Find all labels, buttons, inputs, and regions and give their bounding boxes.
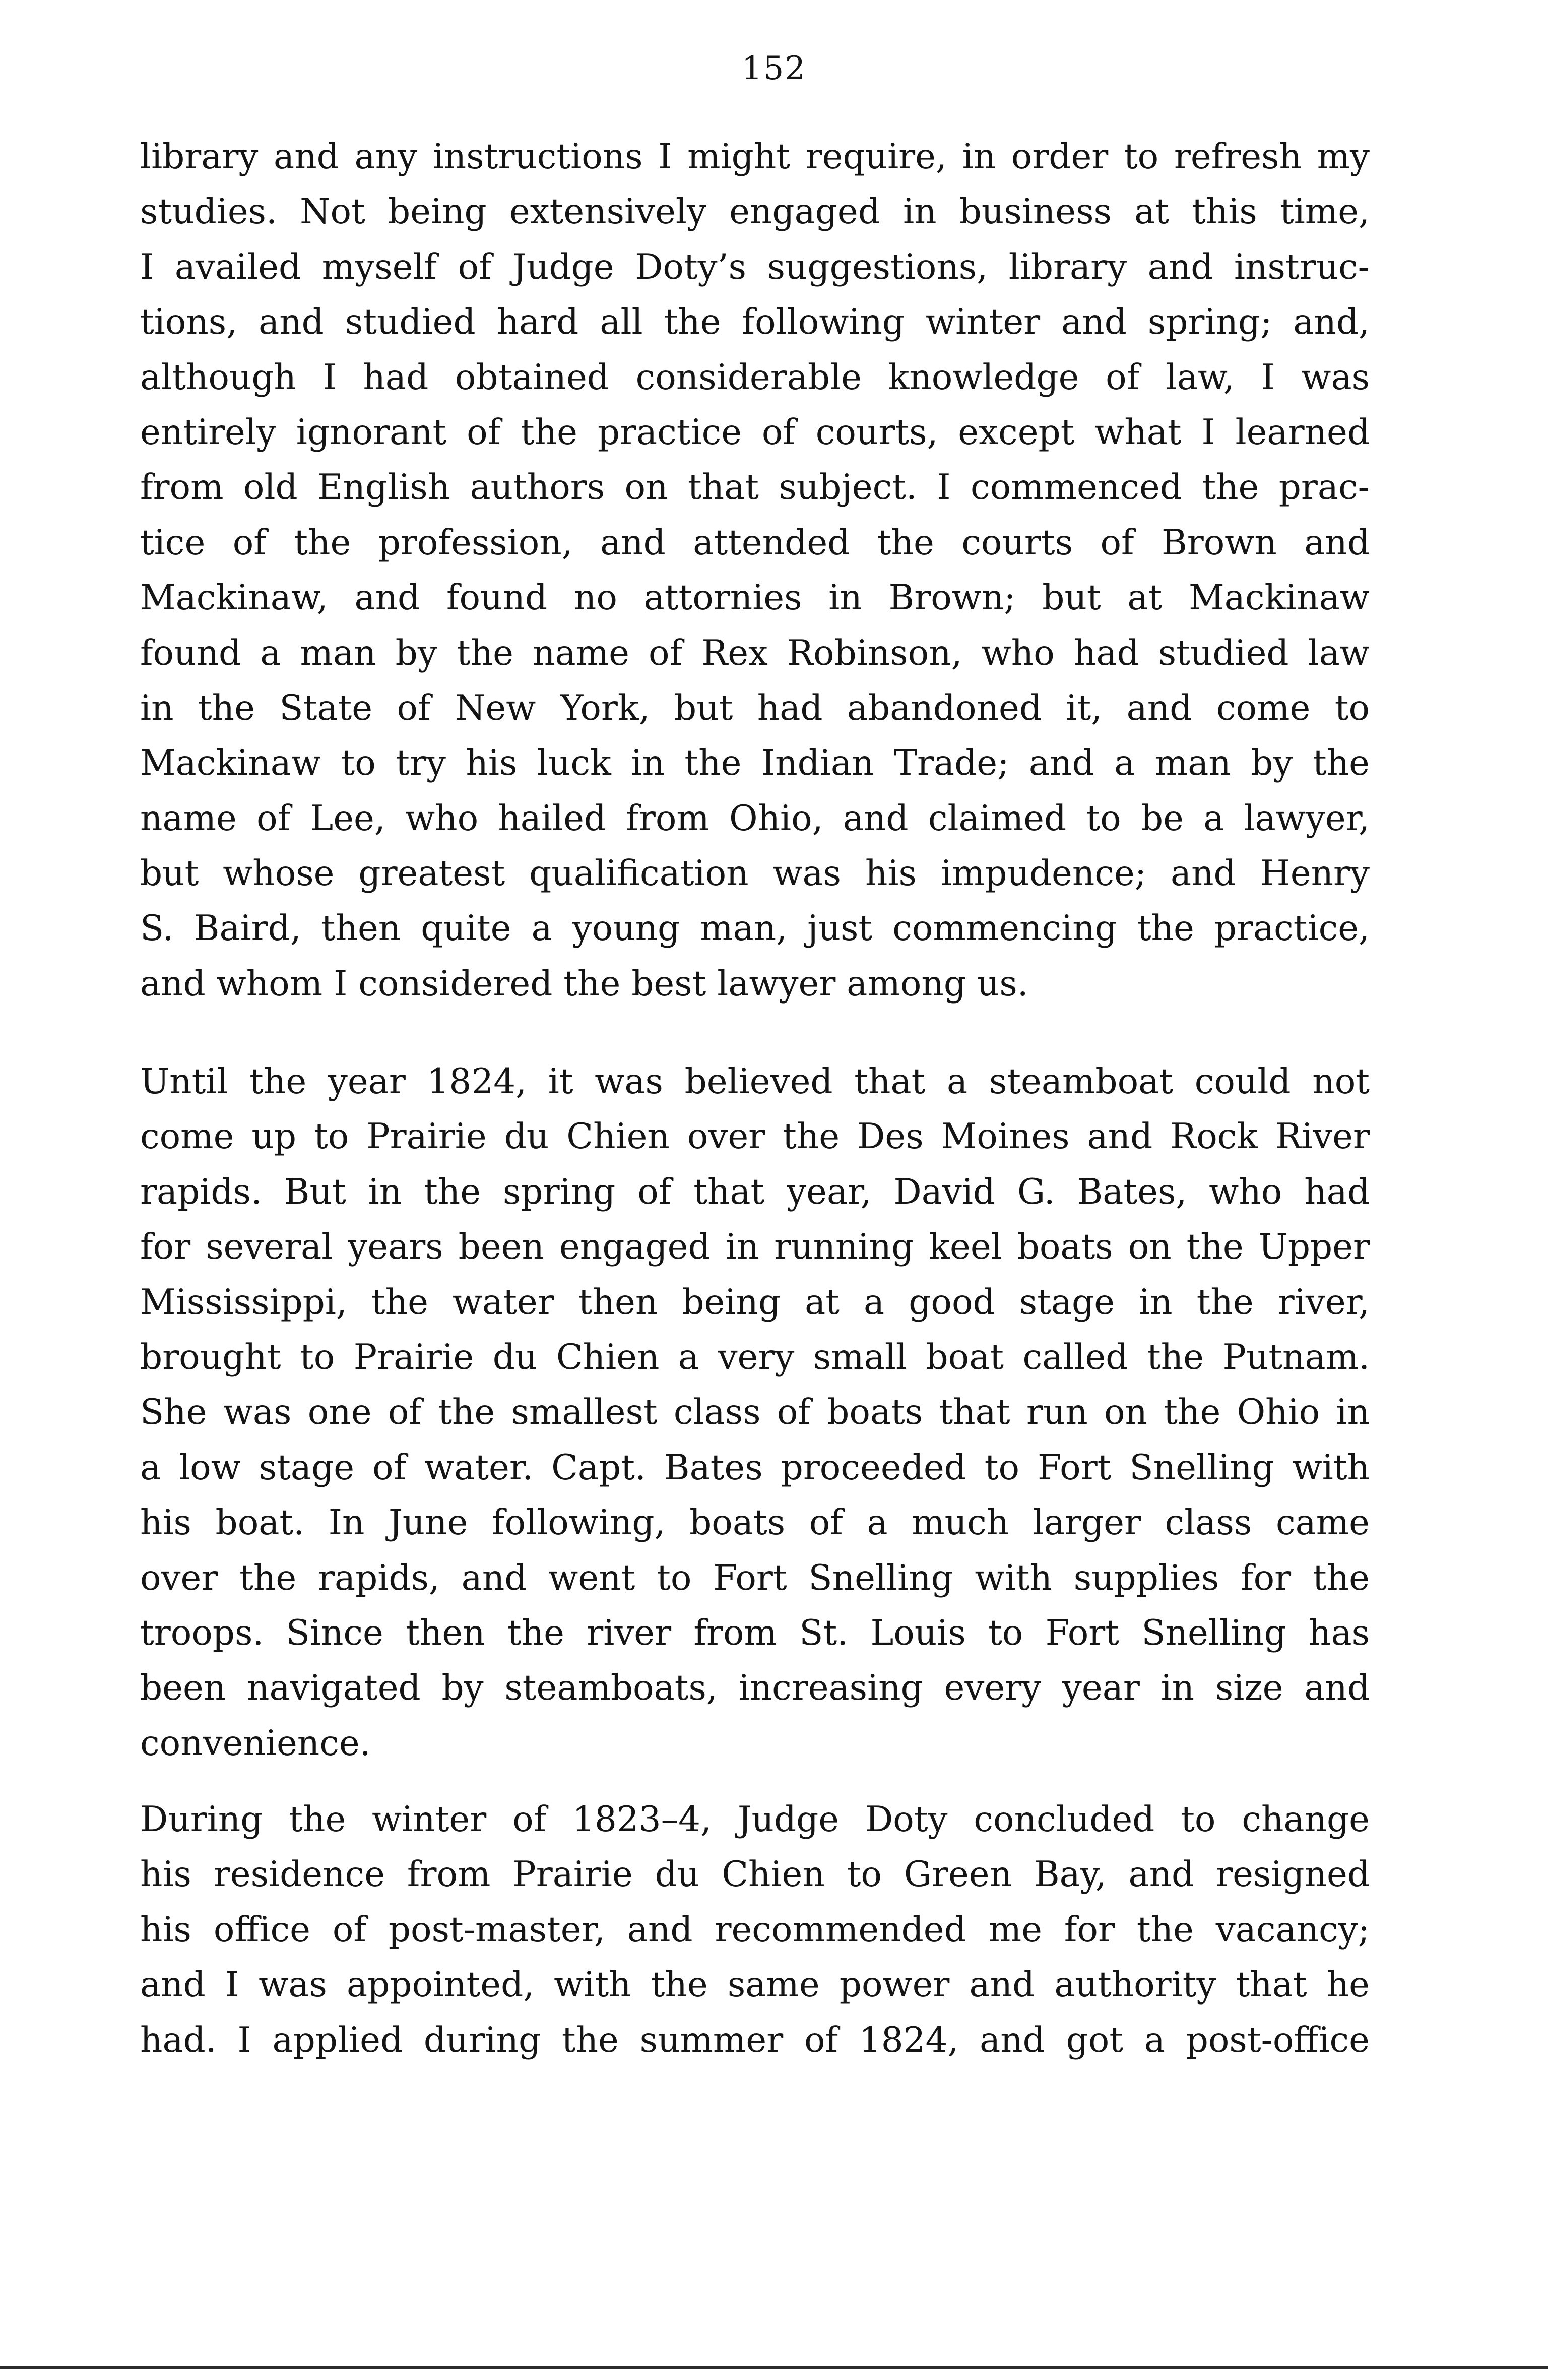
text-line: During the winter of 1823–4, Judge Doty concluded to change [140, 1799, 1370, 1840]
text-line: convenience. [140, 1723, 371, 1764]
text-line: She was one of the smallest class of boats that run on the Ohio in [140, 1392, 1370, 1433]
text-line: tice of the profession, and attended the courts of Brown and [140, 522, 1370, 563]
text-line: Until the year 1824, it was believed that a steamboat could not [140, 1061, 1370, 1102]
text-line: although I had obtained considerable knowledge of law, I was [140, 357, 1370, 398]
text-line: I availed myself of Judge Doty’s suggestions, library and instruc- [140, 246, 1370, 287]
text-line: been navigated by steamboats, increasing every year in size and [140, 1668, 1370, 1709]
page-number: 152 [741, 50, 807, 87]
text-line: his boat. In June following, boats of a much larger class came [140, 1502, 1370, 1543]
paragraph-2 [140, 1054, 1370, 1771]
text-line: over the rapids, and went to Fort Snelling with supplies for the [140, 1557, 1370, 1598]
text-line: Mackinaw, and found no attornies in Brown; but at Mackinaw [140, 578, 1370, 618]
text-line: name of Lee, who hailed from Ohio, and claimed to be a lawyer, [140, 798, 1370, 839]
text-line: from old English authors on that subject. I commenced the prac- [140, 467, 1370, 508]
text-line: and I was appointed, with the same power and authority that he [140, 1965, 1370, 2006]
text-line: studies. Not being extensively engaged in business at this time, [140, 192, 1370, 232]
text-line: his residence from Prairie du Chien to Green Bay, and resigned [140, 1854, 1370, 1895]
text-line: Mackinaw to try his luck in the Indian Trade; and a man by the [140, 743, 1370, 784]
text-line: rapids. But in the spring of that year, David G. Bates, who had [140, 1171, 1370, 1212]
text-line: for several years been engaged in running keel boats on the Upper [140, 1227, 1370, 1268]
text-line: troops. Since then the river from St. Louis to Fort Snelling has [140, 1612, 1370, 1653]
text-line: in the State of New York, but had abandoned it, and come to [140, 687, 1370, 728]
text-line: Mississippi, the water then being at a good stage in the river, [140, 1282, 1370, 1323]
text-line: a low stage of water. Capt. Bates proceeded to Fort Snelling with [140, 1447, 1370, 1488]
scan-edge-rule [0, 2366, 1548, 2369]
text-line: library and any instructions I might require, in order to refresh my [140, 137, 1370, 177]
text-line: but whose greatest qualification was his impudence; and Henry [140, 853, 1370, 894]
text-line: come up to Prairie du Chien over the Des Moines and Rock River [140, 1116, 1370, 1157]
text-line: and whom I considered the best lawyer among us. [140, 963, 1028, 1004]
text-line: found a man by the name of Rex Robinson, who had studied law [140, 633, 1370, 673]
paragraph-3 [140, 1792, 1370, 2068]
text-line: entirely ignorant of the practice of courts, except what I learned [140, 412, 1370, 453]
text-line: tions, and studied hard all the following winter and spring; and, [140, 302, 1370, 343]
paragraph-1 [140, 130, 1370, 1012]
text-line: brought to Prairie du Chien a very small boat called the Putnam. [140, 1337, 1370, 1377]
text-line: had. I applied during the summer of 1824, and got a post-office [140, 2020, 1370, 2060]
text-line: his office of post-master, and recommended me for the vacancy; [140, 1909, 1370, 1950]
text-line: S. Baird, then quite a young man, just commencing the practice, [140, 908, 1370, 949]
